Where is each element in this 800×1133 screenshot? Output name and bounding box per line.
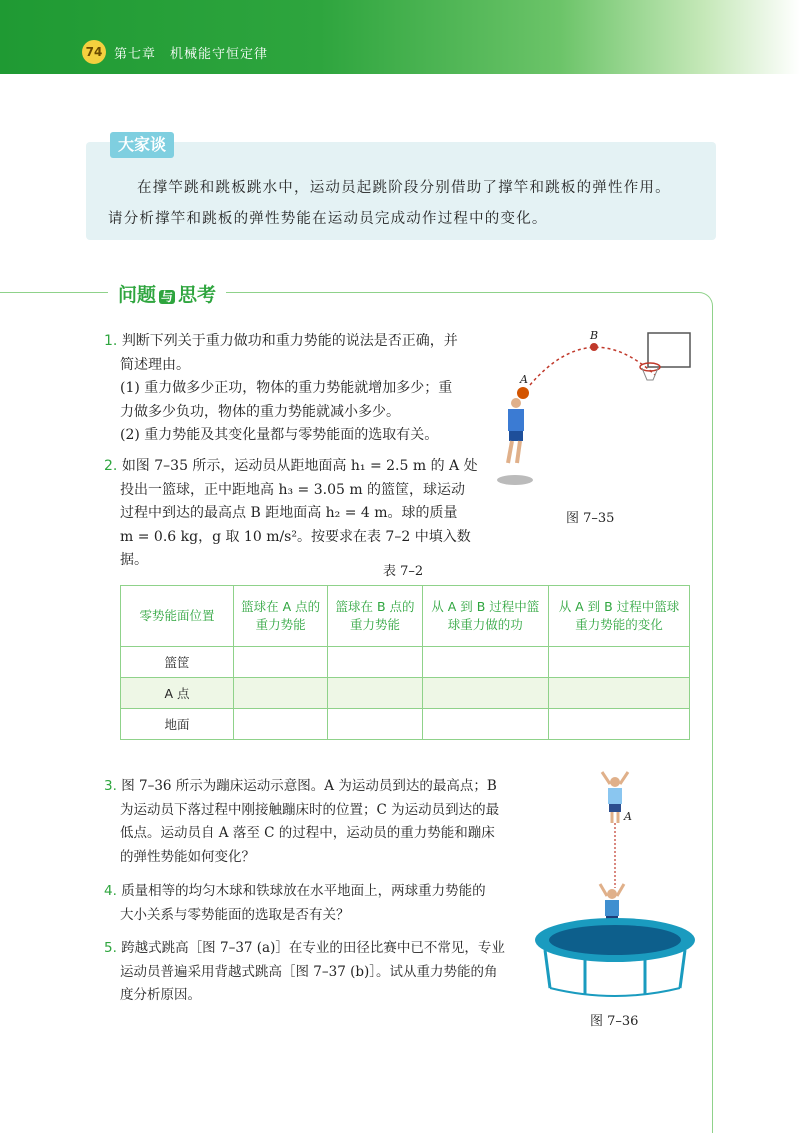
table-cell: [422, 647, 548, 678]
question-1: [104, 330, 474, 448]
table-cell: [422, 678, 548, 709]
question-line: (1) 重力做多少正功，物体的重力势能就增加多少；重: [120, 380, 453, 396]
table-cell: [328, 647, 422, 678]
data-table: [120, 585, 690, 740]
question-number: 3.: [104, 778, 117, 794]
discussion-text: [108, 173, 712, 235]
table-row: [121, 647, 690, 678]
label-a: A: [520, 373, 528, 386]
athlete-bottom-icon: [605, 900, 619, 916]
table-row: [121, 709, 690, 740]
question-line: 为运动员下落过程中刚接触蹦床时的位置；C 为运动员到达的最: [120, 801, 500, 818]
table-row: [121, 678, 690, 709]
question-line: 大小关系与零势能面的选取是否有关？: [120, 906, 350, 923]
ball-icon: [590, 343, 598, 351]
trampoline-figure: [530, 768, 700, 1008]
table-header: 篮球在 B 点的重力势能: [328, 586, 422, 647]
question-line: m = 0.6 kg，g 取 10 m/s²。按要求在表 7–2 中填入数据。: [120, 528, 471, 568]
section-title-a: 问题: [118, 284, 157, 306]
question-line: 质量相等的均匀木球和铁球放在水平地面上，两球重力势能的: [121, 883, 486, 899]
question-3: [104, 775, 534, 869]
discussion-line-2: 请分析撑竿和跳板的弹性势能在运动员完成动作过程中的变化。: [108, 211, 548, 227]
table-cell: 地面: [121, 709, 234, 740]
question-4: [104, 880, 534, 927]
table-header: 从 A 到 B 过程中篮球重力势能的变化: [548, 586, 689, 647]
question-number: 5.: [104, 940, 117, 956]
table-cell: [234, 678, 328, 709]
question-line: 度分析原因。: [120, 987, 201, 1003]
question-line: 如图 7–35 所示，运动员从距地面高 h₁ = 2.5 m 的 A 处: [121, 458, 478, 474]
table-cell: [422, 709, 548, 740]
table-cell: [548, 647, 689, 678]
table-cell: [328, 709, 422, 740]
discussion-tag: 大家谈: [110, 132, 174, 158]
question-number: 4.: [104, 883, 117, 899]
table-cell: [548, 709, 689, 740]
section-title-b: 思考: [178, 284, 217, 306]
table-cell: A 点: [121, 678, 234, 709]
question-line: 低点。运动员自 A 落至 C 的过程中，运动员的重力势能和蹦床: [120, 825, 495, 841]
table-cell: [548, 678, 689, 709]
question-line: (2) 重力势能及其变化量都与零势能面的选取有关。: [120, 427, 439, 443]
figure-caption-7-35: 图 7–35: [566, 511, 615, 526]
table-header: 篮球在 A 点的重力势能: [234, 586, 328, 647]
question-number: 1.: [104, 333, 118, 349]
discussion-line-1: 在撑竿跳和跳板跳水中，运动员起跳阶段分别借助了撑竿和跳板的弹性作用。: [137, 180, 671, 196]
backboard-icon: [648, 333, 690, 367]
question-line: 图 7–36 所示为蹦床运动示意图。A 为运动员到达的最高点；B: [121, 778, 497, 794]
question-2: [104, 455, 484, 573]
question-line: 运动员普遍采用背越式跳高［图 7–37 (b)］。试从重力势能的角: [120, 963, 498, 980]
question-line: 过程中到达的最高点 B 距地面高 h₂ = 4 m。球的质量: [120, 505, 458, 521]
figure-caption-7-36: 图 7–36: [590, 1014, 639, 1029]
table-header: 从 A 到 B 过程中篮球重力做的功: [422, 586, 548, 647]
table-cell: [234, 709, 328, 740]
table-cell: [328, 678, 422, 709]
question-line: 的弹性势能如何变化？: [120, 848, 255, 865]
table-cell: 篮筐: [121, 647, 234, 678]
table-cell: [234, 647, 328, 678]
label-b: B: [590, 329, 599, 342]
question-line: 力做多少负功，物体的重力势能就减小多少。: [120, 403, 400, 420]
section-title-small: 与: [161, 290, 174, 304]
chapter-title: 第七章 机械能守恒定律: [114, 47, 269, 62]
question-5: [104, 937, 534, 1008]
table-caption: 表 7–2: [383, 564, 424, 579]
question-line: 判断下列关于重力做功和重力势能的说法是否正确，并: [121, 333, 458, 349]
section-title: [108, 280, 226, 307]
player-icon: [508, 409, 524, 431]
question-line: 简述理由。: [120, 356, 190, 373]
question-line: 跨越式跳高［图 7–37 (a)］在专业的田径比赛中已不常见，专业: [121, 940, 505, 956]
question-line: 投出一篮球，正中距地高 h₃ = 3.05 m 的篮筐，球运动: [120, 481, 466, 498]
question-number: 2.: [104, 458, 118, 474]
page-header: [0, 0, 800, 74]
athlete-top-icon: [608, 788, 622, 804]
page-number: 74: [82, 40, 106, 64]
table-header: 零势能面位置: [121, 586, 234, 647]
label-a: A: [624, 810, 632, 823]
basketball-figure: [490, 325, 700, 505]
